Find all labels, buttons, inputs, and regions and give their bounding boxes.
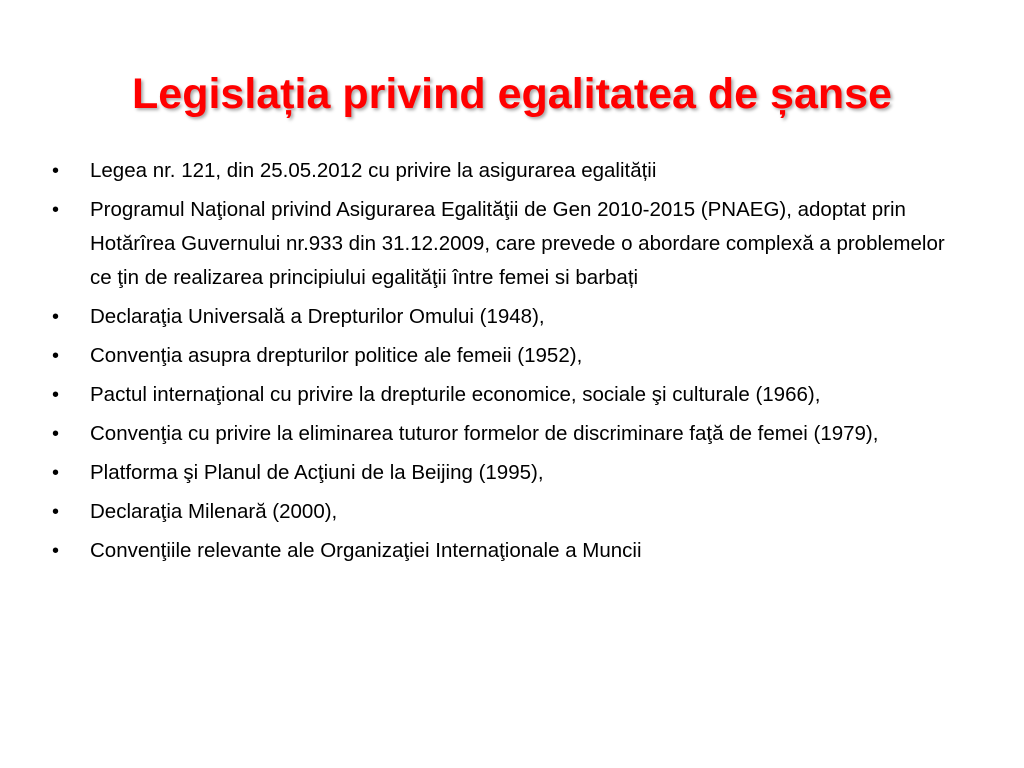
list-item-text: Convenţiile relevante ale Organizaţiei Internaţionale a Muncii — [90, 539, 642, 562]
list-item-text: Convenţia cu privire la eliminarea tuturor formelor de discriminare faţă de femei (1979), — [90, 422, 879, 445]
list-item — [52, 534, 952, 568]
bullet-icon: • — [52, 423, 60, 445]
bullet-icon: • — [52, 462, 60, 484]
bullet-icon: • — [52, 306, 60, 328]
list-item — [52, 154, 952, 188]
list-item — [52, 193, 952, 295]
list-item-text: Convenţia asupra drepturilor politice ale femeii (1952), — [90, 344, 583, 367]
list-item — [52, 378, 952, 412]
bullet-icon: • — [52, 160, 60, 182]
list-item — [52, 417, 952, 451]
list-item-text: Legea nr. 121, din 25.05.2012 cu privire la asigurarea egalității — [90, 159, 657, 182]
list-item — [52, 300, 952, 334]
bullet-icon: • — [52, 199, 60, 221]
bullet-icon: • — [52, 345, 60, 367]
bullet-icon: • — [52, 501, 60, 523]
list-item — [52, 495, 952, 529]
list-item-text: Declaraţia Universală a Drepturilor Omului (1948), — [90, 305, 545, 328]
list-item-text: Programul Naţional privind Asigurarea Egalităţii de Gen 2010-2015 (PNAEG), adoptat prin Hotărîrea Guvernului nr.933 din 31.12.2009, care prevede o abordare complexă a problemelor ce ţin de realizarea principiului egalităţii între femei si barbați — [90, 198, 945, 289]
bullet-icon: • — [52, 540, 60, 562]
list-item-text: Pactul internaţional cu privire la drepturile economice, sociale şi culturale (1966), — [90, 383, 821, 406]
bullet-list — [52, 154, 952, 573]
list-item-text: Platforma şi Planul de Acţiuni de la Beijing (1995), — [90, 461, 544, 484]
bullet-icon: • — [52, 384, 60, 406]
list-item — [52, 456, 952, 490]
list-item-text: Declaraţia Milenară (2000), — [90, 500, 338, 523]
list-item — [52, 339, 952, 373]
slide-title: Legislația privind egalitatea de șanse — [132, 70, 892, 118]
